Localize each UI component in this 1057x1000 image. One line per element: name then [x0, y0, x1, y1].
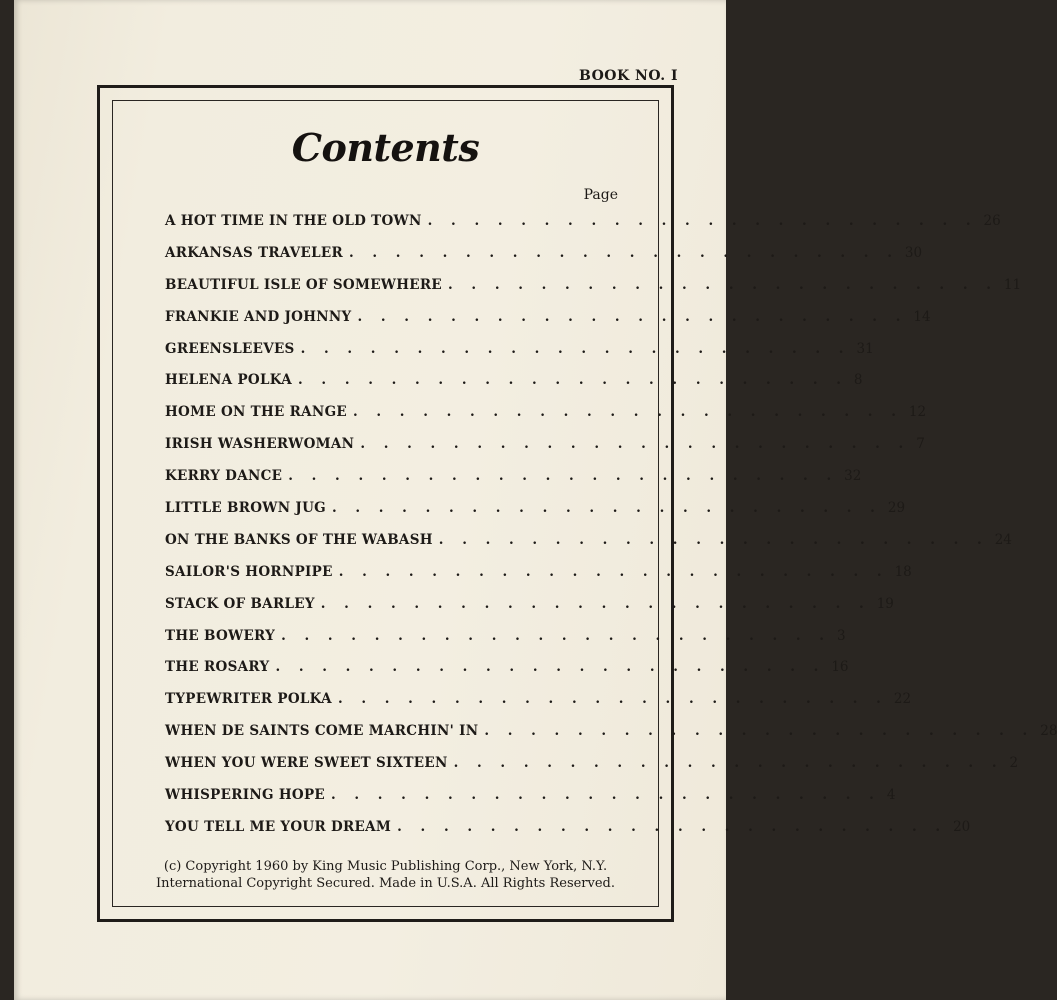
- toc-dot-leader: . . . . . . . . . . . . . . . . . . . . . . . .: [427, 213, 978, 229]
- toc-entry-title: LITTLE BROWN JUG: [165, 500, 326, 517]
- toc-entry: [165, 627, 846, 660]
- book-page: [14, 0, 1057, 1000]
- toc-entry-page: 8: [853, 372, 863, 389]
- toc-entry-page: 32: [844, 468, 862, 485]
- toc-dot-leader: . . . . . . . . . . . . . . . . . . . . . . . .: [360, 436, 911, 453]
- toc-dot-leader: . . . . . . . . . . . . . . . . . . . . . . . .: [448, 276, 998, 293]
- toc-entry: [165, 723, 1057, 755]
- toc-entry-title: WHISPERING HOPE: [165, 787, 325, 804]
- toc-dot-leader: . . . . . . . . . . . . . . . . . . . . . . . .: [300, 340, 851, 357]
- toc-dot-leader: . . . . . . . . . . . . . . . . . . . . . . . .: [281, 627, 832, 644]
- toc-dot-leader: . . . . . . . . . . . . . . . . . . . . . . . .: [338, 563, 889, 580]
- toc-dot-leader: . . . . . . . . . . . . . . . . . . . . . . . .: [330, 787, 881, 804]
- toc-dot-leader: . . . . . . . . . . . . . . . . . . . . . . . .: [438, 531, 989, 548]
- copyright-notice: [113, 858, 658, 892]
- toc-entry: [165, 244, 923, 277]
- toc-entry-title: A HOT TIME IN THE OLD TOWN: [165, 213, 422, 229]
- toc-entry-title: GREENSLEEVES: [165, 340, 295, 357]
- toc-dot-leader: . . . . . . . . . . . . . . . . . . . . . . . .: [298, 372, 848, 389]
- toc-entry-title: YOU TELL ME YOUR DREAM: [165, 818, 392, 835]
- contents-title: Contents: [291, 125, 480, 170]
- toc-entry-page: 12: [908, 404, 927, 421]
- copyright-line-2: International Copyright Secured. Made in U.S.A. All Rights Reserved.: [155, 876, 616, 891]
- toc-entry: [165, 372, 863, 404]
- toc-entry-page: 20: [953, 818, 971, 835]
- contents-inner-frame: [112, 100, 1057, 907]
- toc-entry-page: 7: [916, 436, 925, 453]
- toc-entry-page: 16: [831, 659, 849, 676]
- toc-entry-title: WHEN DE SAINTS COME MARCHIN' IN: [165, 723, 479, 740]
- table-of-contents: [165, 213, 1057, 851]
- toc-entry-page: 2: [1009, 755, 1019, 772]
- toc-entry-title: KERRY DANCE: [165, 468, 283, 485]
- toc-entry-title: STACK OF BARLEY: [165, 595, 315, 612]
- toc-entry-page: 11: [1003, 276, 1022, 293]
- toc-entry-page: 30: [904, 244, 923, 261]
- toc-entry-title: WHEN YOU WERE SWEET SIXTEEN: [165, 755, 448, 772]
- toc-dot-leader: . . . . . . . . . . . . . . . . . . . . . . . .: [353, 404, 903, 421]
- toc-entry-title: SAILOR'S HORNPIPE: [165, 563, 333, 580]
- contents-frame: [97, 85, 1057, 922]
- toc-entry: [165, 308, 931, 341]
- toc-entry: [165, 691, 912, 723]
- toc-entry: [165, 436, 925, 468]
- toc-entry-page: 31: [856, 340, 874, 357]
- toc-entry: [165, 818, 971, 851]
- toc-entry-page: 24: [994, 531, 1012, 548]
- toc-dot-leader: . . . . . . . . . . . . . . . . . . . . . . . .: [320, 595, 871, 612]
- toc-entry: [165, 404, 927, 436]
- toc-entry-title: ARKANSAS TRAVELER: [165, 244, 343, 261]
- toc-entry-page: 14: [913, 308, 931, 325]
- copyright-line-1: (c) Copyright 1960 by King Music Publishing Corp., New York, N.Y.: [163, 859, 608, 874]
- toc-dot-leader: . . . . . . . . . . . . . . . . . . . . . . . .: [357, 308, 908, 325]
- toc-entry-page: 18: [894, 563, 912, 580]
- toc-entry-page: 28: [1040, 723, 1057, 740]
- toc-entry: [165, 340, 874, 373]
- toc-dot-leader: . . . . . . . . . . . . . . . . . . . . . . . .: [453, 755, 1004, 772]
- toc-entry-title: TYPEWRITER POLKA: [165, 691, 332, 708]
- toc-entry: [165, 276, 1022, 309]
- toc-entry-title: HELENA POLKA: [165, 372, 293, 389]
- toc-dot-leader: . . . . . . . . . . . . . . . . . . . . . . . .: [331, 500, 882, 517]
- toc-entry: [165, 468, 862, 500]
- toc-entry: [165, 659, 849, 691]
- toc-entry-title: ON THE BANKS OF THE WABASH: [165, 531, 433, 548]
- toc-dot-leader: . . . . . . . . . . . . . . . . . . . . . . . .: [397, 818, 948, 835]
- page-column-header: Page: [583, 187, 618, 203]
- book-number-label: BOOK NO. I: [579, 68, 678, 84]
- toc-entry: [165, 787, 896, 819]
- toc-dot-leader: . . . . . . . . . . . . . . . . . . . . . . . .: [349, 244, 899, 261]
- toc-entry-page: 29: [887, 500, 906, 517]
- toc-entry-title: HOME ON THE RANGE: [165, 404, 347, 421]
- toc-dot-leader: . . . . . . . . . . . . . . . . . . . . . . . .: [484, 723, 1035, 740]
- toc-dot-leader: . . . . . . . . . . . . . . . . . . . . . . . .: [288, 468, 839, 485]
- toc-entry-title: THE ROSARY: [165, 659, 270, 676]
- toc-entry-page: 19: [876, 595, 894, 612]
- toc-entry-page: 22: [893, 691, 912, 708]
- toc-entry-page: 3: [837, 627, 846, 644]
- toc-entry-page: 4: [886, 787, 896, 804]
- toc-entry: [165, 595, 894, 628]
- toc-entry: [165, 563, 912, 596]
- toc-entry: [165, 531, 1012, 564]
- toc-entry: [165, 213, 1001, 245]
- toc-entry-title: BEAUTIFUL ISLE OF SOMEWHERE: [165, 276, 443, 293]
- toc-dot-leader: . . . . . . . . . . . . . . . . . . . . . . . .: [275, 659, 826, 676]
- toc-entry-page: 26: [983, 213, 1001, 229]
- toc-entry: [165, 755, 1019, 787]
- toc-entry-title: IRISH WASHERWOMAN: [165, 436, 355, 453]
- toc-entry-title: THE BOWERY: [165, 627, 276, 644]
- toc-entry-title: FRANKIE AND JOHNNY: [165, 308, 352, 325]
- toc-dot-leader: . . . . . . . . . . . . . . . . . . . . . . . .: [337, 691, 888, 708]
- toc-entry: [165, 500, 906, 532]
